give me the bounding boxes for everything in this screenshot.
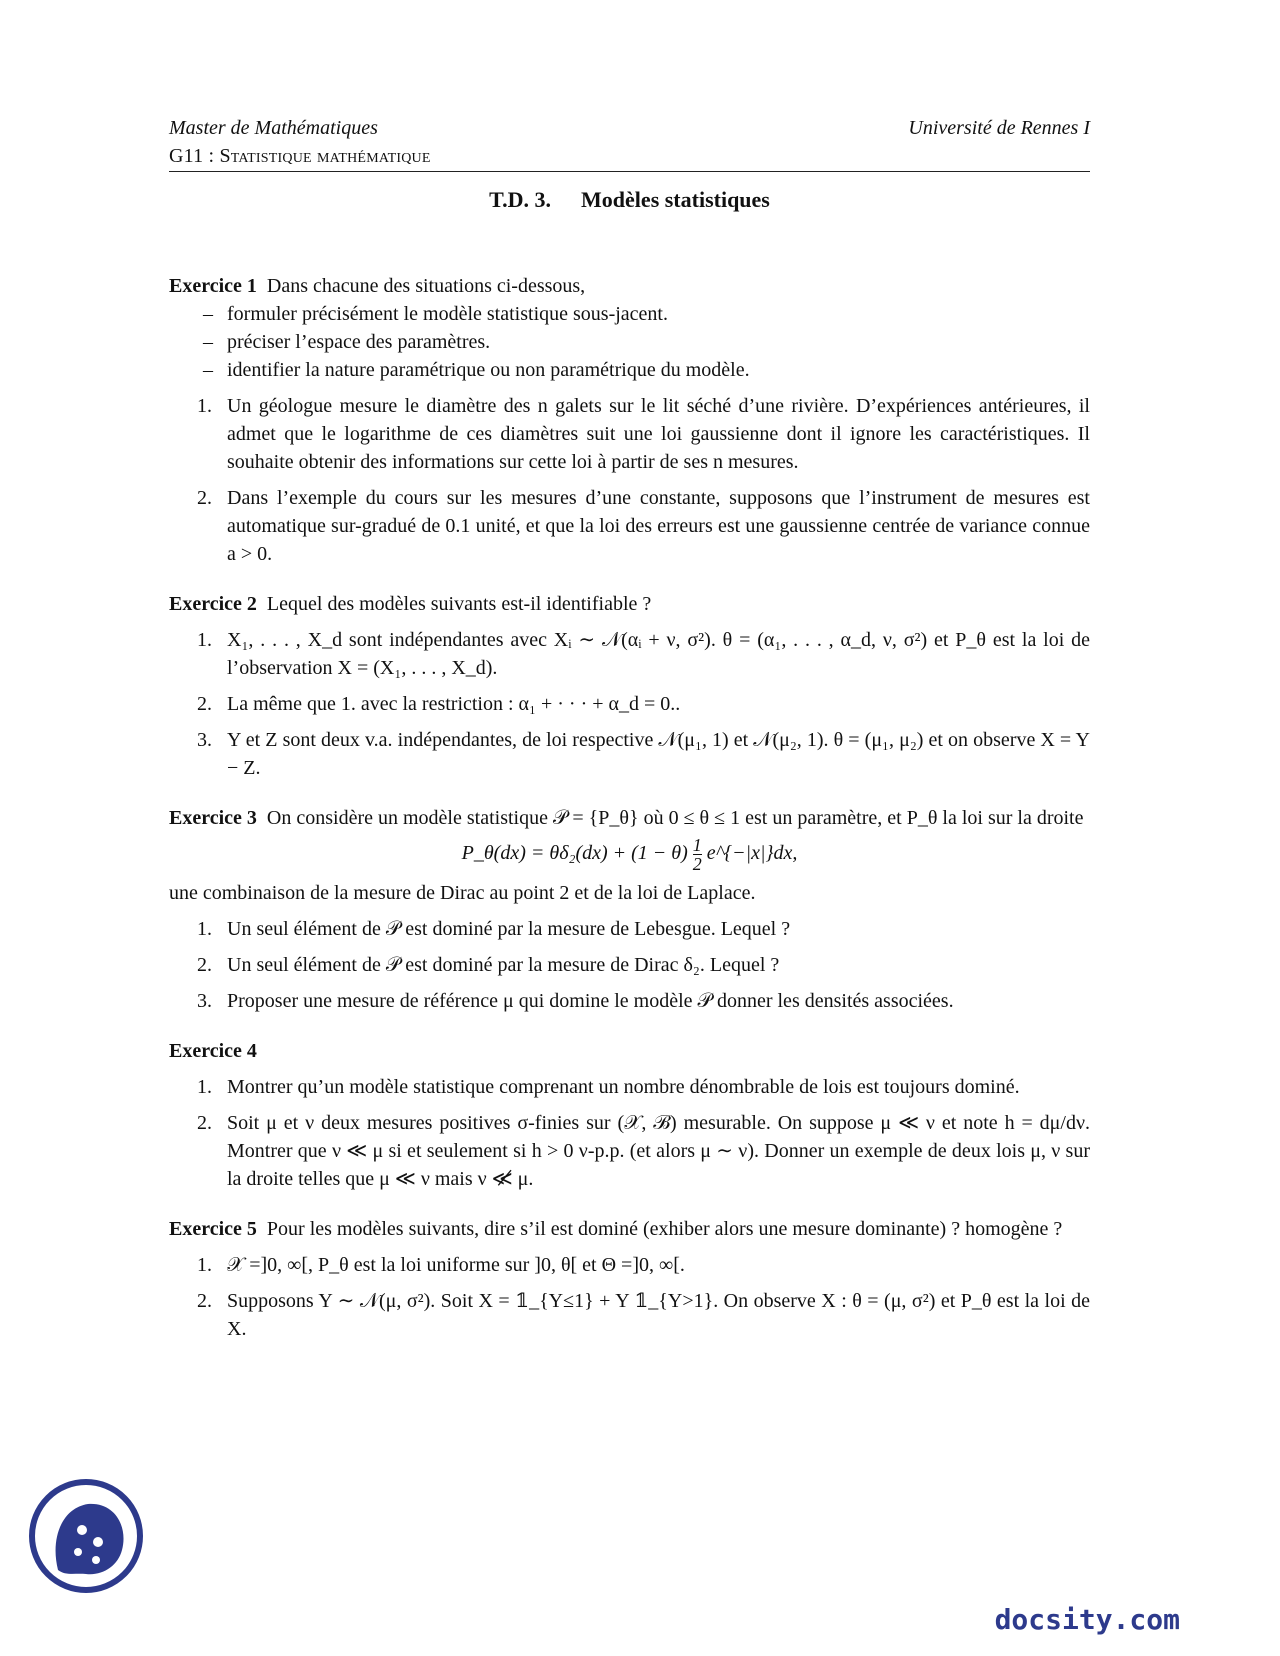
exercise-1 <box>169 272 1090 568</box>
item-text: Y et Z sont deux v.a. indépendantes, de loi respective 𝒩(μ₁, 1) et 𝒩(μ₂, 1). θ = (μ₁, μ₂) et on observe X = Y − Z. <box>227 729 1090 779</box>
list-item: 3. Y et Z sont deux v.a. indépendantes, de loi respective 𝒩(μ₁, 1) et 𝒩(μ₂, 1). θ = (μ₁, μ₂) et on observe X = Y − Z. <box>197 729 1090 779</box>
item-list <box>169 1073 1090 1193</box>
bullet-item: – identifier la nature paramétrique ou non paramétrique du modèle. <box>169 356 1090 384</box>
item-text: Supposons Y ∼ 𝒩(μ, σ²). Soit X = 𝟙_{Y≤1} + Y 𝟙_{Y>1}. On observe X : θ = (μ, σ²) et P_θ est la loi de X. <box>227 1290 1090 1340</box>
item-text: La même que 1. avec la restriction : α₁ + · · · + α_d = 0.. <box>227 693 681 715</box>
item-text: Dans l’exemple du cours sur les mesures d’une constante, supposons que l’instrument de mesures est automatique sur-gradué de 0.1 unité, et que la loi des erreurs est une gaussienne centrée de variance connue a > 0. <box>227 487 1090 565</box>
bullet-list <box>169 300 1090 384</box>
item-list <box>169 915 1090 1015</box>
item-text: Un seul élément de 𝒫 est dominé par la mesure de Dirac δ₂. Lequel ? <box>227 954 780 976</box>
list-item: 2. Un seul élément de 𝒫 est dominé par la mesure de Dirac δ₂. Lequel ? <box>197 954 780 976</box>
course-name: Statistique mathématique <box>219 145 431 167</box>
item-text: Un géologue mesure le diamètre des n galets sur le lit séché d’une rivière. D’expériences antérieures, il admet que le logarithme de ces diamètres suit une loi gaussienne dont il ignore les caractéristiques. Il souhaite obtenir des informations sur cette loi à partir de ses n mesures. <box>227 395 1090 473</box>
page-title <box>169 186 1090 214</box>
item-text: Proposer une mesure de référence μ qui domine le modèle 𝒫 donner les densités associées. <box>227 990 954 1012</box>
exercise-intro: Lequel des modèles suivants est-il identifiable ? <box>266 593 652 615</box>
title-number: T.D. 3. <box>489 187 552 212</box>
display-formula <box>169 836 1090 873</box>
item-text: Montrer qu’un modèle statistique comprenant un nombre dénombrable de lois est toujours dominé. <box>227 1076 1020 1098</box>
list-item: 3. Proposer une mesure de référence μ qui domine le modèle 𝒫 donner les densités associées. <box>197 990 954 1012</box>
exercise-intro: Pour les modèles suivants, dire s’il est dominé (exhiber alors une mesure dominante) ? homogène ? <box>266 1218 1063 1240</box>
list-item: 1. X₁, . . . , X_d sont indépendantes avec Xᵢ ∼ 𝒩(αᵢ + ν, σ²). θ = (α₁, . . . , α_d, ν, σ²) et P_θ est la loi de l’observation X = (X₁, . . . , X_d). <box>197 629 1090 679</box>
list-item: 2. Supposons Y ∼ 𝒩(μ, σ²). Soit X = 𝟙_{Y≤1} + Y 𝟙_{Y>1}. On observe X : θ = (μ, σ²) et P_θ est la loi de X. <box>197 1290 1090 1340</box>
exercise-label: Exercice 1 <box>169 275 257 297</box>
item-text: 𝒳 =]0, ∞[, P_θ est la loi uniforme sur ]0, θ[ et Θ =]0, ∞[. <box>227 1254 685 1276</box>
course-line <box>169 142 431 170</box>
exercise-after: une combinaison de la mesure de Dirac au point 2 et de la loi de Laplace. <box>169 882 756 904</box>
exercise-3 <box>169 804 1090 1015</box>
header-rule <box>169 171 1090 172</box>
list-item: 2. La même que 1. avec la restriction : α₁ + · · · + α_d = 0.. <box>197 693 681 715</box>
exercise-2 <box>169 590 1090 782</box>
docsity-brand[interactable]: docsity.com <box>994 1603 1180 1636</box>
formula-right: e^{−|x|}dx, <box>706 842 798 865</box>
course-code: G11 : <box>169 145 215 167</box>
exercise-intro: Dans chacune des situations ci-dessous, <box>266 275 586 297</box>
exercise-5 <box>169 1215 1090 1343</box>
item-text: Soit μ et ν deux mesures positives σ-finies sur (𝒳, ℬ) mesurable. On suppose μ ≪ ν et note h = dμ/dν. Montrer que ν ≪ μ si et seulement si h > 0 ν-p.p. (et alors μ ∼ ν). Donner un exemple de deux lois μ, ν sur la droite telles que μ ≪ ν mais ν ≪̸ μ. <box>227 1112 1090 1190</box>
docsity-logo-icon <box>28 1478 144 1594</box>
fraction <box>693 836 702 873</box>
list-item: 2. Dans l’exemple du cours sur les mesures d’une constante, supposons que l’instrument de mesures est automatique sur-gradué de 0.1 unité, et que la loi des erreurs est une gaussienne centrée de variance connue a > 0. <box>197 487 1090 565</box>
fraction-den: 2 <box>692 854 702 874</box>
item-list <box>169 626 1090 782</box>
exercise-label: Exercice 5 <box>169 1218 257 1240</box>
formula-left: P_θ(dx) = θδ₂(dx) + (1 − θ) <box>461 842 688 865</box>
list-item: 1. 𝒳 =]0, ∞[, P_θ est la loi uniforme sur ]0, θ[ et Θ =]0, ∞[. <box>197 1254 685 1276</box>
exercises <box>169 272 1090 1351</box>
bullet-item: – formuler précisément le modèle statistique sous-jacent. <box>169 300 1090 328</box>
header-right: Université de Rennes I <box>908 117 1090 139</box>
bullet-item: – préciser l’espace des paramètres. <box>169 328 1090 356</box>
exercise-4 <box>169 1037 1090 1193</box>
item-list <box>169 392 1090 568</box>
item-text: Un seul élément de 𝒫 est dominé par la mesure de Lebesgue. Lequel ? <box>227 918 791 940</box>
header-left: Master de Mathématiques <box>169 117 378 139</box>
exercise-label: Exercice 2 <box>169 593 257 615</box>
item-list <box>169 1251 1090 1343</box>
list-item: 1. Montrer qu’un modèle statistique comprenant un nombre dénombrable de lois est toujours dominé. <box>197 1076 1020 1098</box>
list-item: 2. Soit μ et ν deux mesures positives σ-finies sur (𝒳, ℬ) mesurable. On suppose μ ≪ ν et note h = dμ/dν. Montrer que ν ≪ μ si et seulement si h > 0 ν-p.p. (et alors μ ∼ ν). Donner un exemple de deux lois μ, ν sur la droite telles que μ ≪ ν mais ν ≪̸ μ. <box>197 1112 1090 1190</box>
exercise-label: Exercice 4 <box>169 1040 257 1062</box>
fraction-num: 1 <box>692 835 702 855</box>
exercise-intro: On considère un modèle statistique 𝒫 = {P_θ} où 0 ≤ θ ≤ 1 est un paramètre, et P_θ la loi sur la droite <box>266 807 1084 829</box>
list-item: 1. Un seul élément de 𝒫 est dominé par la mesure de Lebesgue. Lequel ? <box>197 918 791 940</box>
title-name: Modèles statistiques <box>581 187 770 212</box>
list-item: 1. Un géologue mesure le diamètre des n galets sur le lit séché d’une rivière. D’expériences antérieures, il admet que le logarithme de ces diamètres suit une loi gaussienne dont il ignore les caractéristiques. Il souhaite obtenir des informations sur cette loi à partir de ses n mesures. <box>197 395 1090 473</box>
exercise-label: Exercice 3 <box>169 807 257 829</box>
item-text: X₁, . . . , X_d sont indépendantes avec Xᵢ ∼ 𝒩(αᵢ + ν, σ²). θ = (α₁, . . . , α_d, ν, σ²) et P_θ est la loi de l’observation X = (X₁, . . . , X_d). <box>227 629 1090 679</box>
